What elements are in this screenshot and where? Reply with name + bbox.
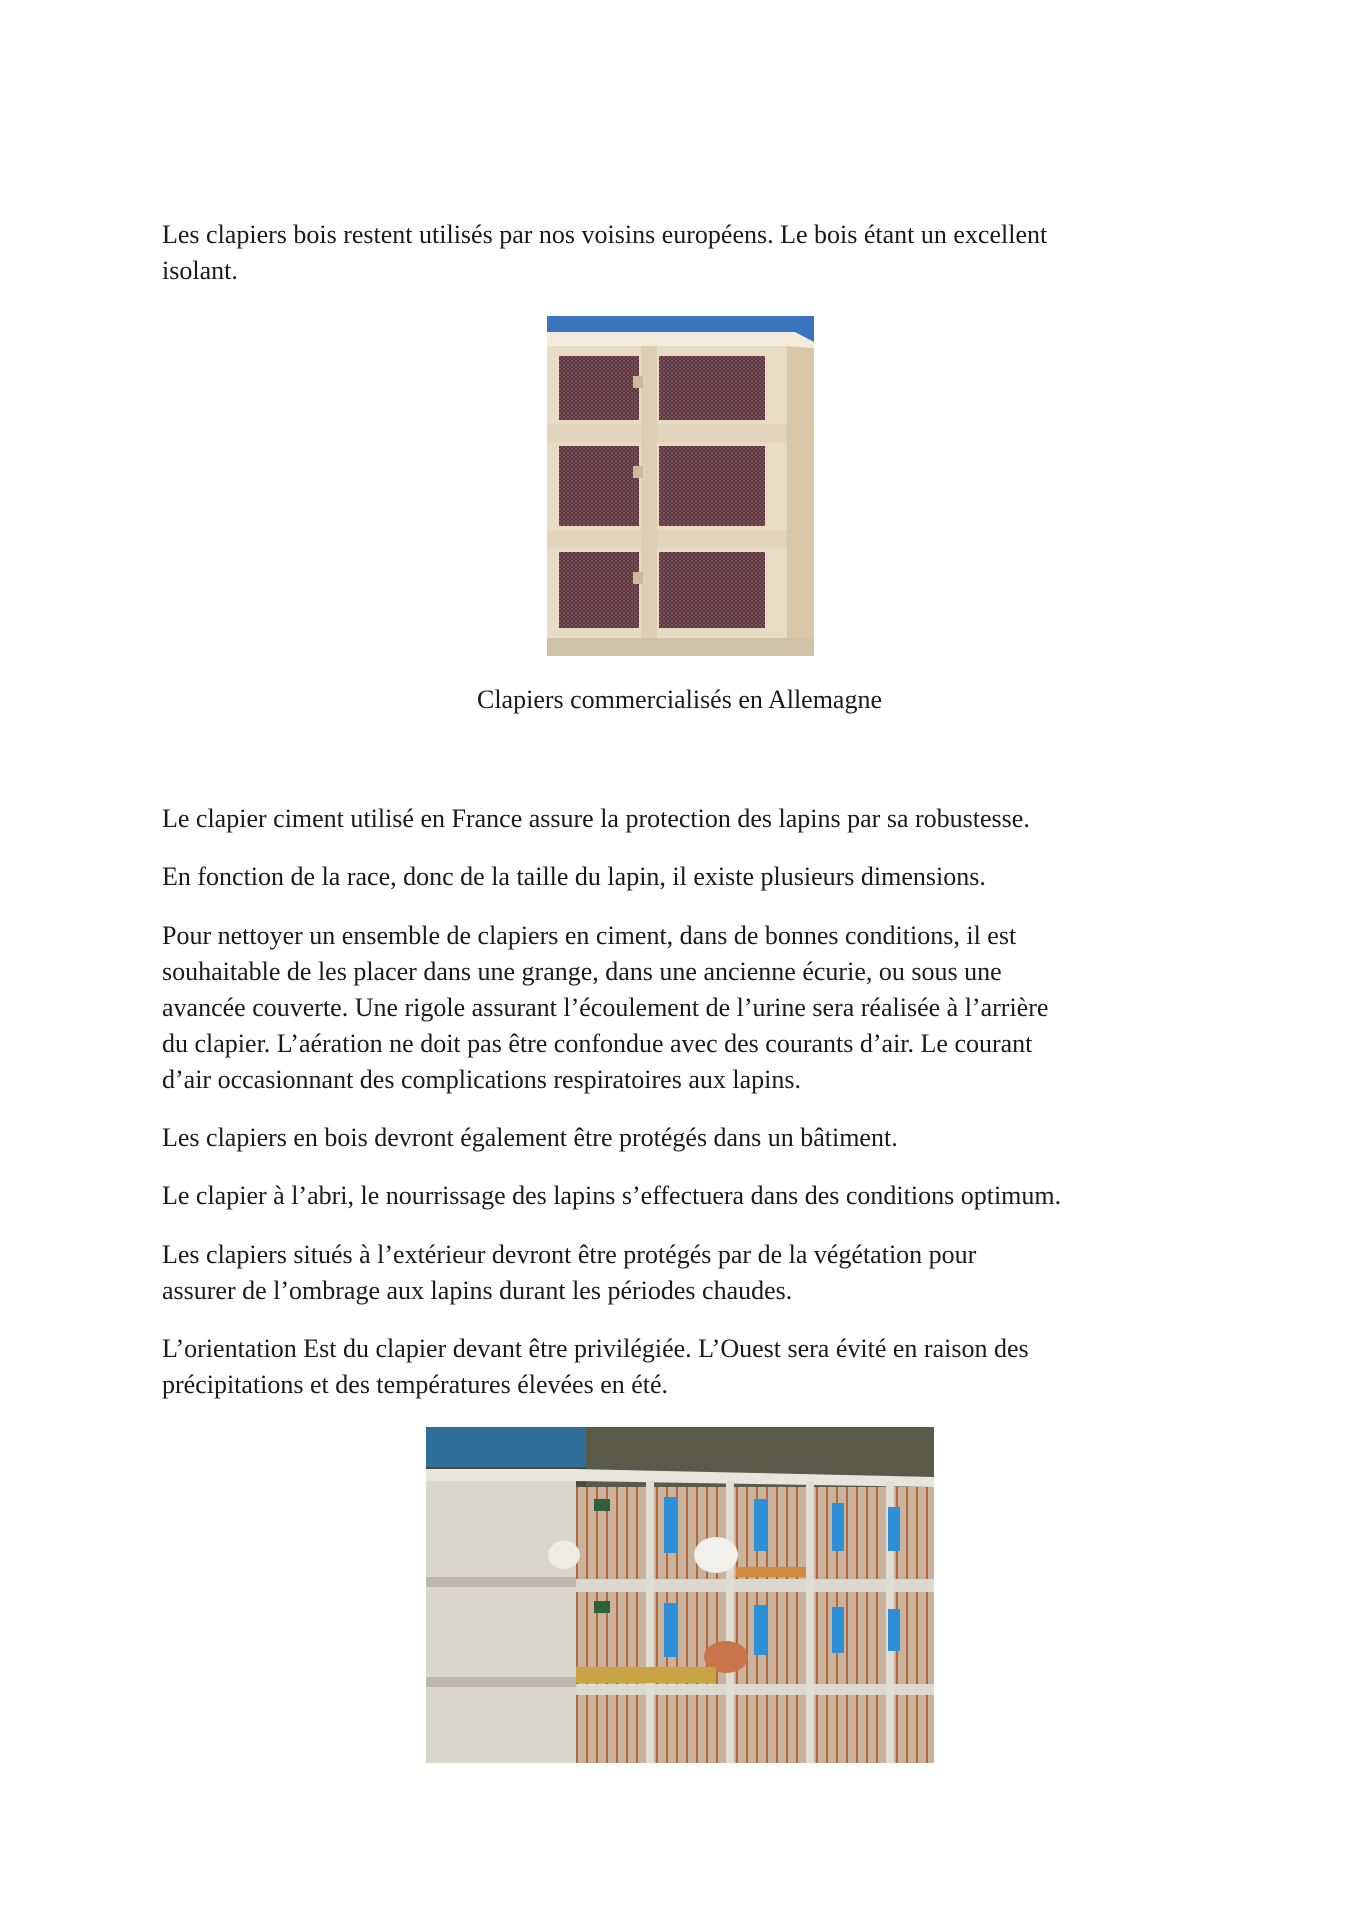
paragraph-cement-hutch: Le clapier ciment utilisé en France assure la protection des lapins par sa robustesse.: [162, 804, 1030, 833]
paragraph-feeding: Le clapier à l’abri, le nourrissage des lapins s’effectuera dans des conditions optimum.: [162, 1181, 1062, 1210]
paragraph-wooden-protection: Les clapiers en bois devront également être protégés dans un bâtiment.: [162, 1123, 898, 1152]
paragraph-orientation: L’orientation Est du clapier devant être privilégiée. L’Ouest sera évité en raison des précipitations et des températures élevées en été.: [162, 1334, 1029, 1399]
paragraph-cleaning: Pour nettoyer un ensemble de clapiers en ciment, dans de bonnes conditions, il est souhaitable de les placer dans une grange, dans une ancienne écurie, ou sous une avancée couverte. Une rigole assurant l’écoulement de l’urine sera réalisée à l’arrière du clapier. L’aération ne doit pas être confondue avec des courants d’air. Le courant d’air occasionnant des complications respiratoires aux lapins.: [162, 921, 1049, 1094]
wooden-hutch-photo: [547, 316, 814, 656]
paragraph-outdoor: Les clapiers situés à l’extérieur devront être protégés par de la végétation pour assurer de l’ombrage aux lapins durant les périodes chaudes.: [162, 1240, 977, 1305]
paragraph-dimensions: En fonction de la race, donc de la taille du lapin, il existe plusieurs dimensions.: [162, 862, 986, 891]
intro-wooden-hutches: Les clapiers bois restent utilisés par nos voisins européens. Le bois étant un excellent isolant.: [162, 220, 1048, 285]
wooden-hutch-caption: Clapiers commercialisés en Allemagne: [476, 685, 883, 714]
cement-hutch-photo: [426, 1427, 934, 1763]
